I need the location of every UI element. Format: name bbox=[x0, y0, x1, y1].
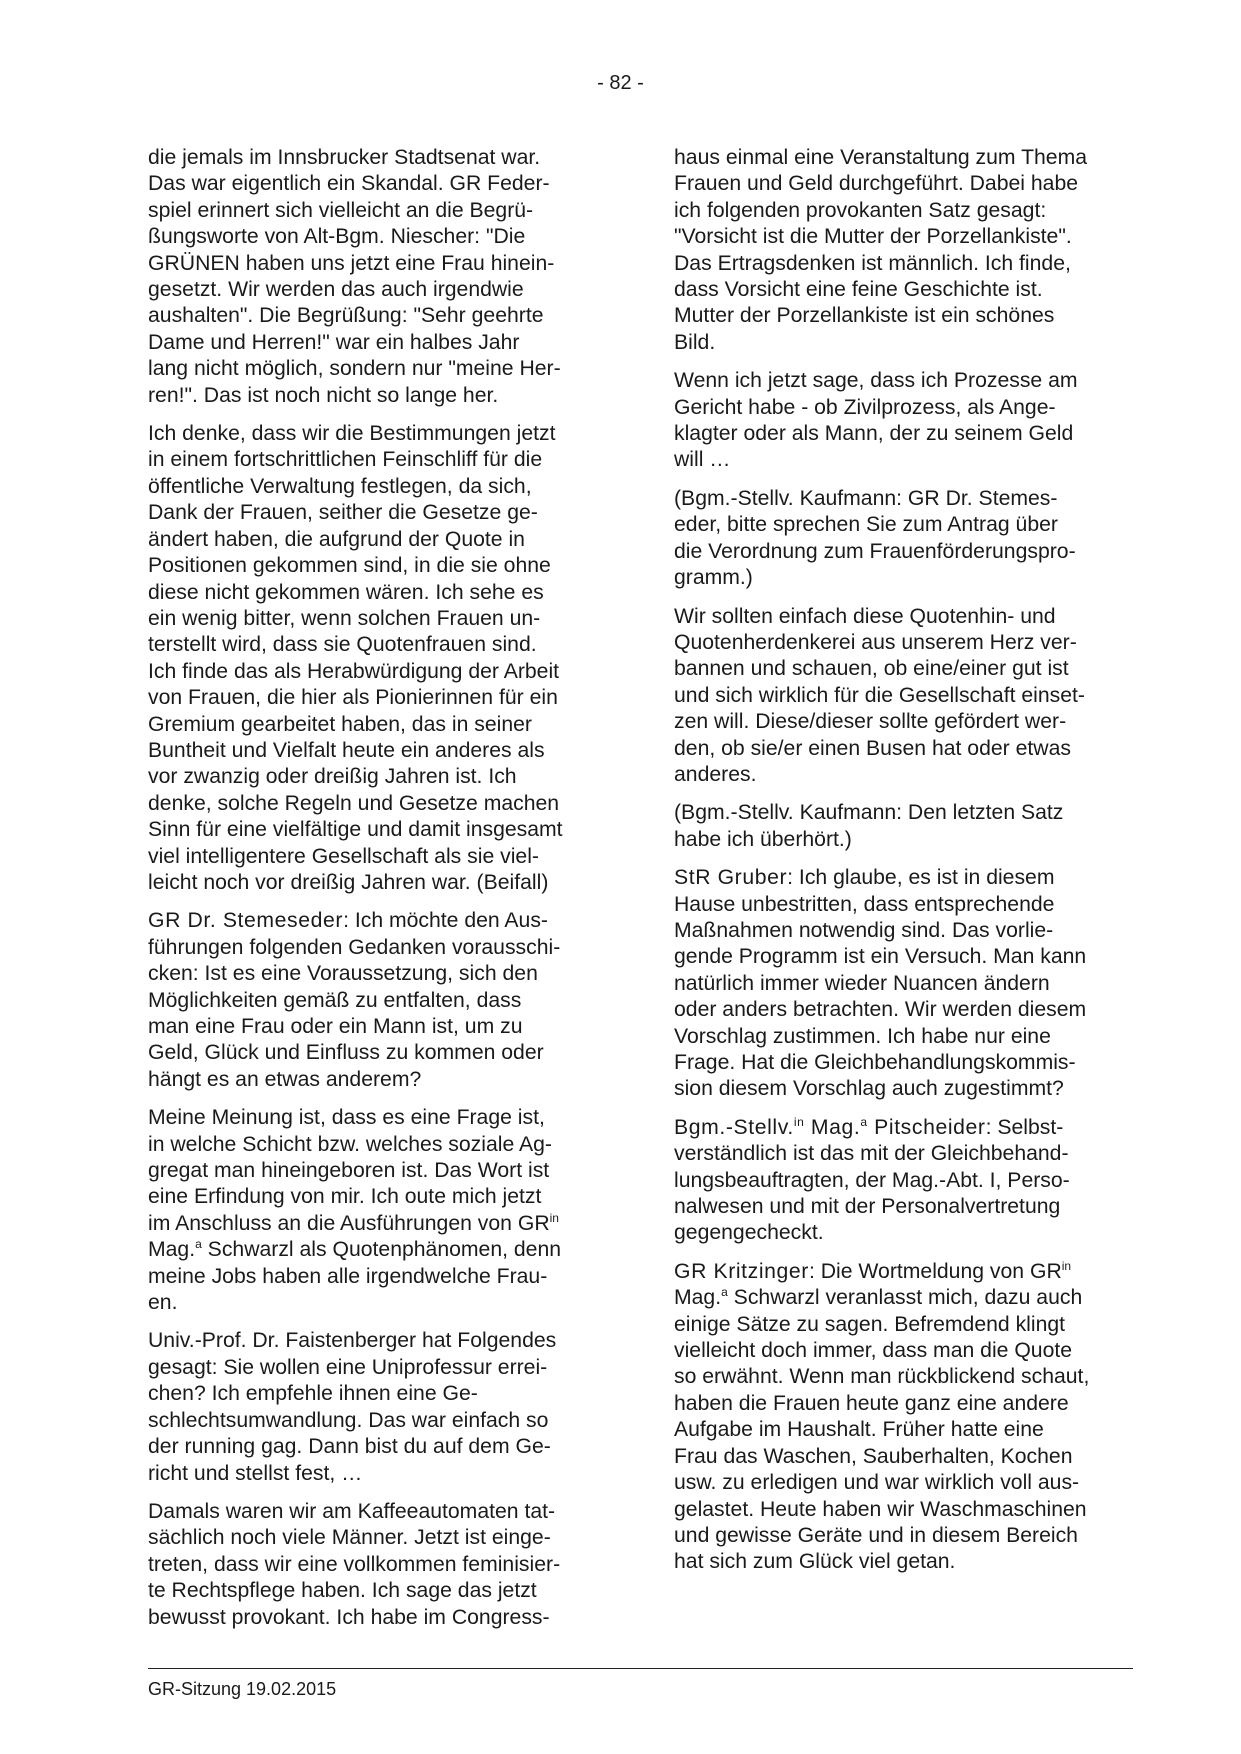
footer-divider bbox=[148, 1668, 1133, 1669]
right-column bbox=[674, 145, 1134, 1588]
paragraph: Meine Meinung ist, dass es eine Frage ist, in welche Schicht bzw. welches soziale Ag- gregat man hineingeboren ist. Das Wort ist eine Erfindung von mir. Ich oute mich jetzt im Anschluss an die Ausführungen von $GR^{in}$ Mag.$^a$ Schwarzl als Quotenphänomen, denn meine Jobs haben alle irgendwelche Frau- en. bbox=[148, 1106, 562, 1315]
paragraph: Wenn ich jetzt sage, dass ich Prozesse am Gericht habe - ob Zivilprozess, als Ange- klagter oder als Mann, der zu seinem Geld will … bbox=[674, 369, 1078, 472]
speech-paragraph: StR Gruber: Ich glaube, es ist in diesem Hause unbestritten, dass entsprechende Maßnahmen notwendig sind. Das vorlie- gende Programm ist ein Versuch. Man kann natürlich immer wieder Nuancen ändern oder anders betrachten. Wir werden diesem Vorschlag zustimmen. Ich habe nur eine Frage. Hat die Gleichbehandlungskommis- sion diesem Vorschlag auch zugestimmt? bbox=[674, 866, 1087, 1101]
paragraph: Univ.-Prof. Dr. Faistenberger hat Folgendes gesagt: Sie wollen eine Uniprofessur errei- chen? Ich empfehle ihnen eine Ge- schlechtsumwandlung. Das war einfach so der running gag. Dann bist du auf dem Ge- richt und stellst fest, … bbox=[148, 1329, 557, 1485]
speech-paragraph: GR Dr. Stemeseder: Ich möchte den Aus- führungen folgenden Gedanken vorausschi- cken: Ist es eine Voraussetzung, sich den Möglichkeiten gemäß zu entfalten, dass man eine Frau oder ein Mann ist, um zu Geld, Glück und Einfluss zu kommen oder hängt es an etwas anderem? bbox=[148, 909, 561, 1091]
footer-text: GR-Sitzung 19.02.2015 bbox=[148, 1679, 337, 1699]
left-column bbox=[148, 145, 603, 1643]
speech-paragraph: Bgm.-Stellv.$^{in}$ Mag.$^a$ Pitscheider: Selbst- verständlich ist das mit der Gleichbehand- lungsbeauftragten, der Mag.-Abt. I, Perso- nalwesen und mit der Personalvertretung gegengecheckt. bbox=[674, 1114, 1070, 1245]
paragraph: die jemals im Innsbrucker Stadtsenat war. Das war eigentlich ein Skandal. GR Feder- spiel erinnert sich vielleicht an die Begrü- ßungsworte von Alt-Bgm. Niescher: "Die GRÜNEN haben uns jetzt eine Frau hinein- gesetzt. Wir werden das auch irgendwie aushalten". Die Begrüßung: "Sehr geehrte Dame und Herren!" war ein halbes Jahr lang nicht möglich, sondern nur "meine Her- ren!". Das ist noch nicht so lange her. bbox=[148, 146, 561, 407]
interjection: (Bgm.-Stellv. Kaufmann: GR Dr. Stemes- eder, bitte sprechen Sie zum Antrag über die Verordnung zum Frauenförderungspro- gramm.) bbox=[674, 486, 1076, 590]
interjection: (Bgm.-Stellv. Kaufmann: Den letzten Satz habe ich überhört.) bbox=[674, 801, 1064, 851]
paragraph: Damals waren wir am Kaffeeautomaten tat- sächlich noch viele Männer. Jetzt ist einge- treten, dass wir eine vollkommen feminisier- te Rechtspflege haben. Ich sage das jetzt bewusst provokant. Ich habe im Congress- bbox=[148, 1499, 561, 1629]
page-number: - 82 - bbox=[597, 72, 644, 94]
speaker-name: Bgm.-Stellv.$^{in}$ Mag.$^a$ Pitscheider bbox=[674, 1114, 986, 1139]
speaker-name: GR Dr. Stemeseder bbox=[148, 909, 344, 933]
paragraph: Wir sollten einfach diese Quotenhin- und Quotenherdenkerei aus unserem Herz ver- bannen und schauen, ob eine/einer gut ist und sich wirklich für die Gesellschaft einset- zen will. Diese/dieser sollte gefördert wer- den, ob sie/er einen Busen hat oder etwas anderes. bbox=[674, 604, 1085, 786]
speech-paragraph: GR Kritzinger: Die Wortmeldung von $GR^{in}$ Mag.$^a$ Schwarzl veranlasst mich, dazu auch einige Sätze zu sagen. Befremdend klingt vielleicht doch immer, dass man die Quote so erwähnt. Wenn man rückblickend schaut, haben die Frauen heute ganz eine andere Aufgabe im Haushalt. Früher hatte eine Frau das Waschen, Sauberhalten, Kochen usw. zu erledigen und war wirklich voll aus- gelastet. Heute haben wir Waschmaschinen und gewisse Geräte und in diesem Bereich hat sich zum Glück viel getan. bbox=[674, 1258, 1090, 1574]
speaker-name: GR Kritzinger bbox=[674, 1259, 809, 1283]
paragraph: Ich denke, dass wir die Bestimmungen jetzt in einem fortschrittlichen Feinschliff für die öffentliche Verwaltung festlegen, da sich, Dank der Frauen, seither die Gesetze ge- ändert haben, die aufgrund der Quote in Positionen gekommen sind, in die sie ohne diese nicht gekommen wären. Ich sehe es ein wenig bitter, wenn solchen Frauen un- terstellt wird, dass sie Quotenfrauen sind. Ich finde das als Herabwürdigung der Arbeit von Frauen, die hier als Pionierinnen für ein Gremium gearbeitet haben, das in seiner Buntheit und Vielfalt heute ein anderes als vor zwanzig oder dreißig Jahren ist. Ich denke, solche Regeln und Gesetze machen Sinn für eine vielfältige und damit insgesamt viel intelligentere Gesellschaft als sie viel- leicht noch vor dreißig Jahren war. (Beifall) bbox=[148, 422, 563, 894]
paragraph: haus einmal eine Veranstaltung zum Thema Frauen und Geld durchgeführt. Dabei habe ich folgenden provokanten Satz gesagt: "Vorsicht ist die Mutter der Porzellankiste". Das Ertragsdenken ist männlich. Ich finde, dass Vorsicht eine feine Geschichte ist. Mutter der Porzellankiste ist ein schönes Bild. bbox=[674, 146, 1088, 354]
speaker-name: StR Gruber bbox=[674, 866, 788, 890]
